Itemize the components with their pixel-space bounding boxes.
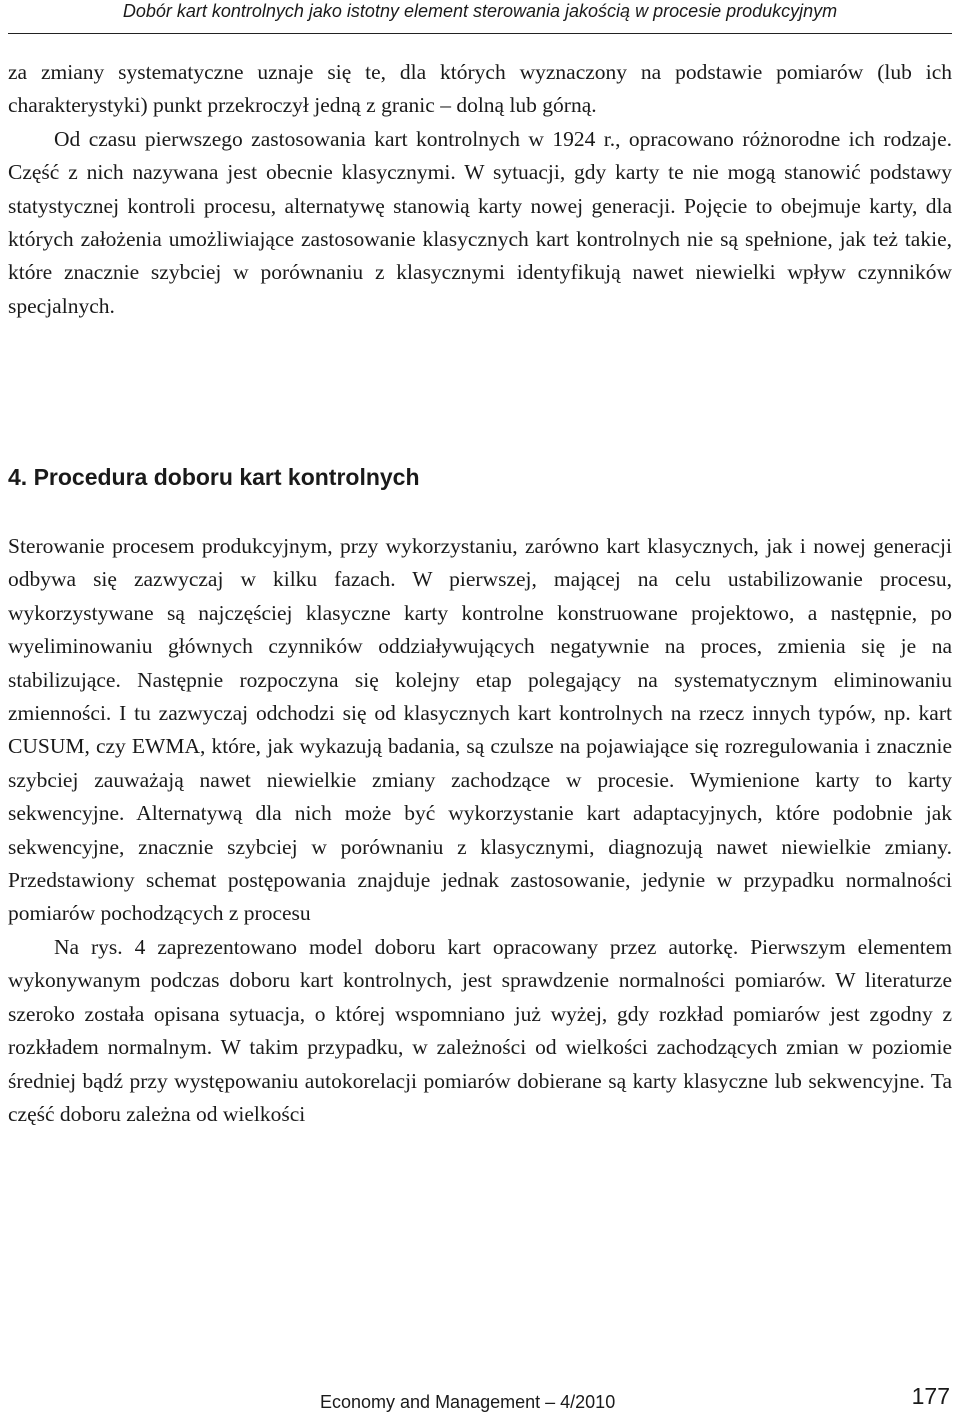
paragraph: za zmiany systematyczne uznaje się te, dla których wyznaczony na podstawie pomiarów (lub ich charakterystyki) punkt przekroczył jedną z granic – dolną lub górną.	[8, 60, 952, 118]
intro-text	[8, 56, 952, 323]
running-header: Dobór kart kontrolnych jako istotny element sterowania jakością w procesie produkcyjnym	[8, 0, 952, 34]
paragraph: Na rys. 4 zaprezentowano model doboru kart opracowany przez autorkę. Pierwszym elementem wykonywanym podczas doboru kart kontrolnych, jest sprawdzenie normalności pomiarów. W literaturze szeroko została opisana sytuacja, o której wspomniano już wyżej, gdy rozkład pomiarów jest zgodny z rozkładem normalnym. W takim przypadku, w zależności od wielkości zachodzących zmian w poziomie średniej bądź przy występowaniu autokorelacji pomiarów dobierane są karty klasyczne lub sekwencyjne. Ta część doboru zależna od wielkości	[8, 934, 952, 1126]
running-footer	[0, 1383, 960, 1418]
paragraph: Od czasu pierwszego zastosowania kart kontrolnych w 1924 r., opracowano różnorodne ich rodzaje. Część z nich nazywana jest obecnie klasycznymi. W sytuacji, gdy karty te nie mogą stanowić podstawy statystycznej kontroli procesu, alternatywę stanowią karty nowej generacji. Pojęcie to obejmuje karty, dla których założenia umożliwiające zastosowanie klasycznych kart kontrolnych nie są spełnione, jak też takie, które znacznie szybciej w porównaniu z klasycznymi identyfikują nawet niewielki wpływ czynników specjalnych.	[8, 126, 952, 318]
section-heading: 4. Procedura doboru kart kontrolnych	[8, 464, 420, 490]
paragraph: Sterowanie procesem produkcyjnym, przy wykorzystaniu, zarówno kart klasycznych, jak i nowej generacji odbywa się zazwyczaj w kilku fazach. W pierwszej, mającej na celu ustabilizowanie procesu, wykorzystywane są najczęściej klasyczne karty kontrolne konstruowane projektowo, a następnie, po wyeliminowaniu głównych czynników oddziaływujących negatywnie na proces, zmienia się je na stabilizujące. Następnie rozpoczyna się kolejny etap polegający na systematycznym eliminowaniu zmienności. I tu zazwyczaj odchodzi się od klasycznych kart kontrolnych na rzecz innych typów, np. kart CUSUM, czy EWMA, które, jak wykazują badania, są czulsze na pojawiające się rozregulowania i znacznie szybciej zauważają nawet niewielkie zmiany zachodzące w procesie. Wymienione karty to karty sekwencyjne. Alternatywą dla nich może być wykorzystanie kart adaptacyjnych, które podobnie jak sekwencyjne, znacznie szybciej w porównaniu z klasycznymi, diagnozują nawet niewielkie zmiany. Przedstawiony schemat postępowania znajduje jednak zastosowanie, jedynie w przypadku normalności pomiarów pochodzących z procesu	[8, 534, 952, 926]
journal-footer: Economy and Management – 4/2010	[320, 1392, 616, 1412]
page-number: 177	[911, 1383, 950, 1409]
section-body	[8, 530, 952, 1131]
